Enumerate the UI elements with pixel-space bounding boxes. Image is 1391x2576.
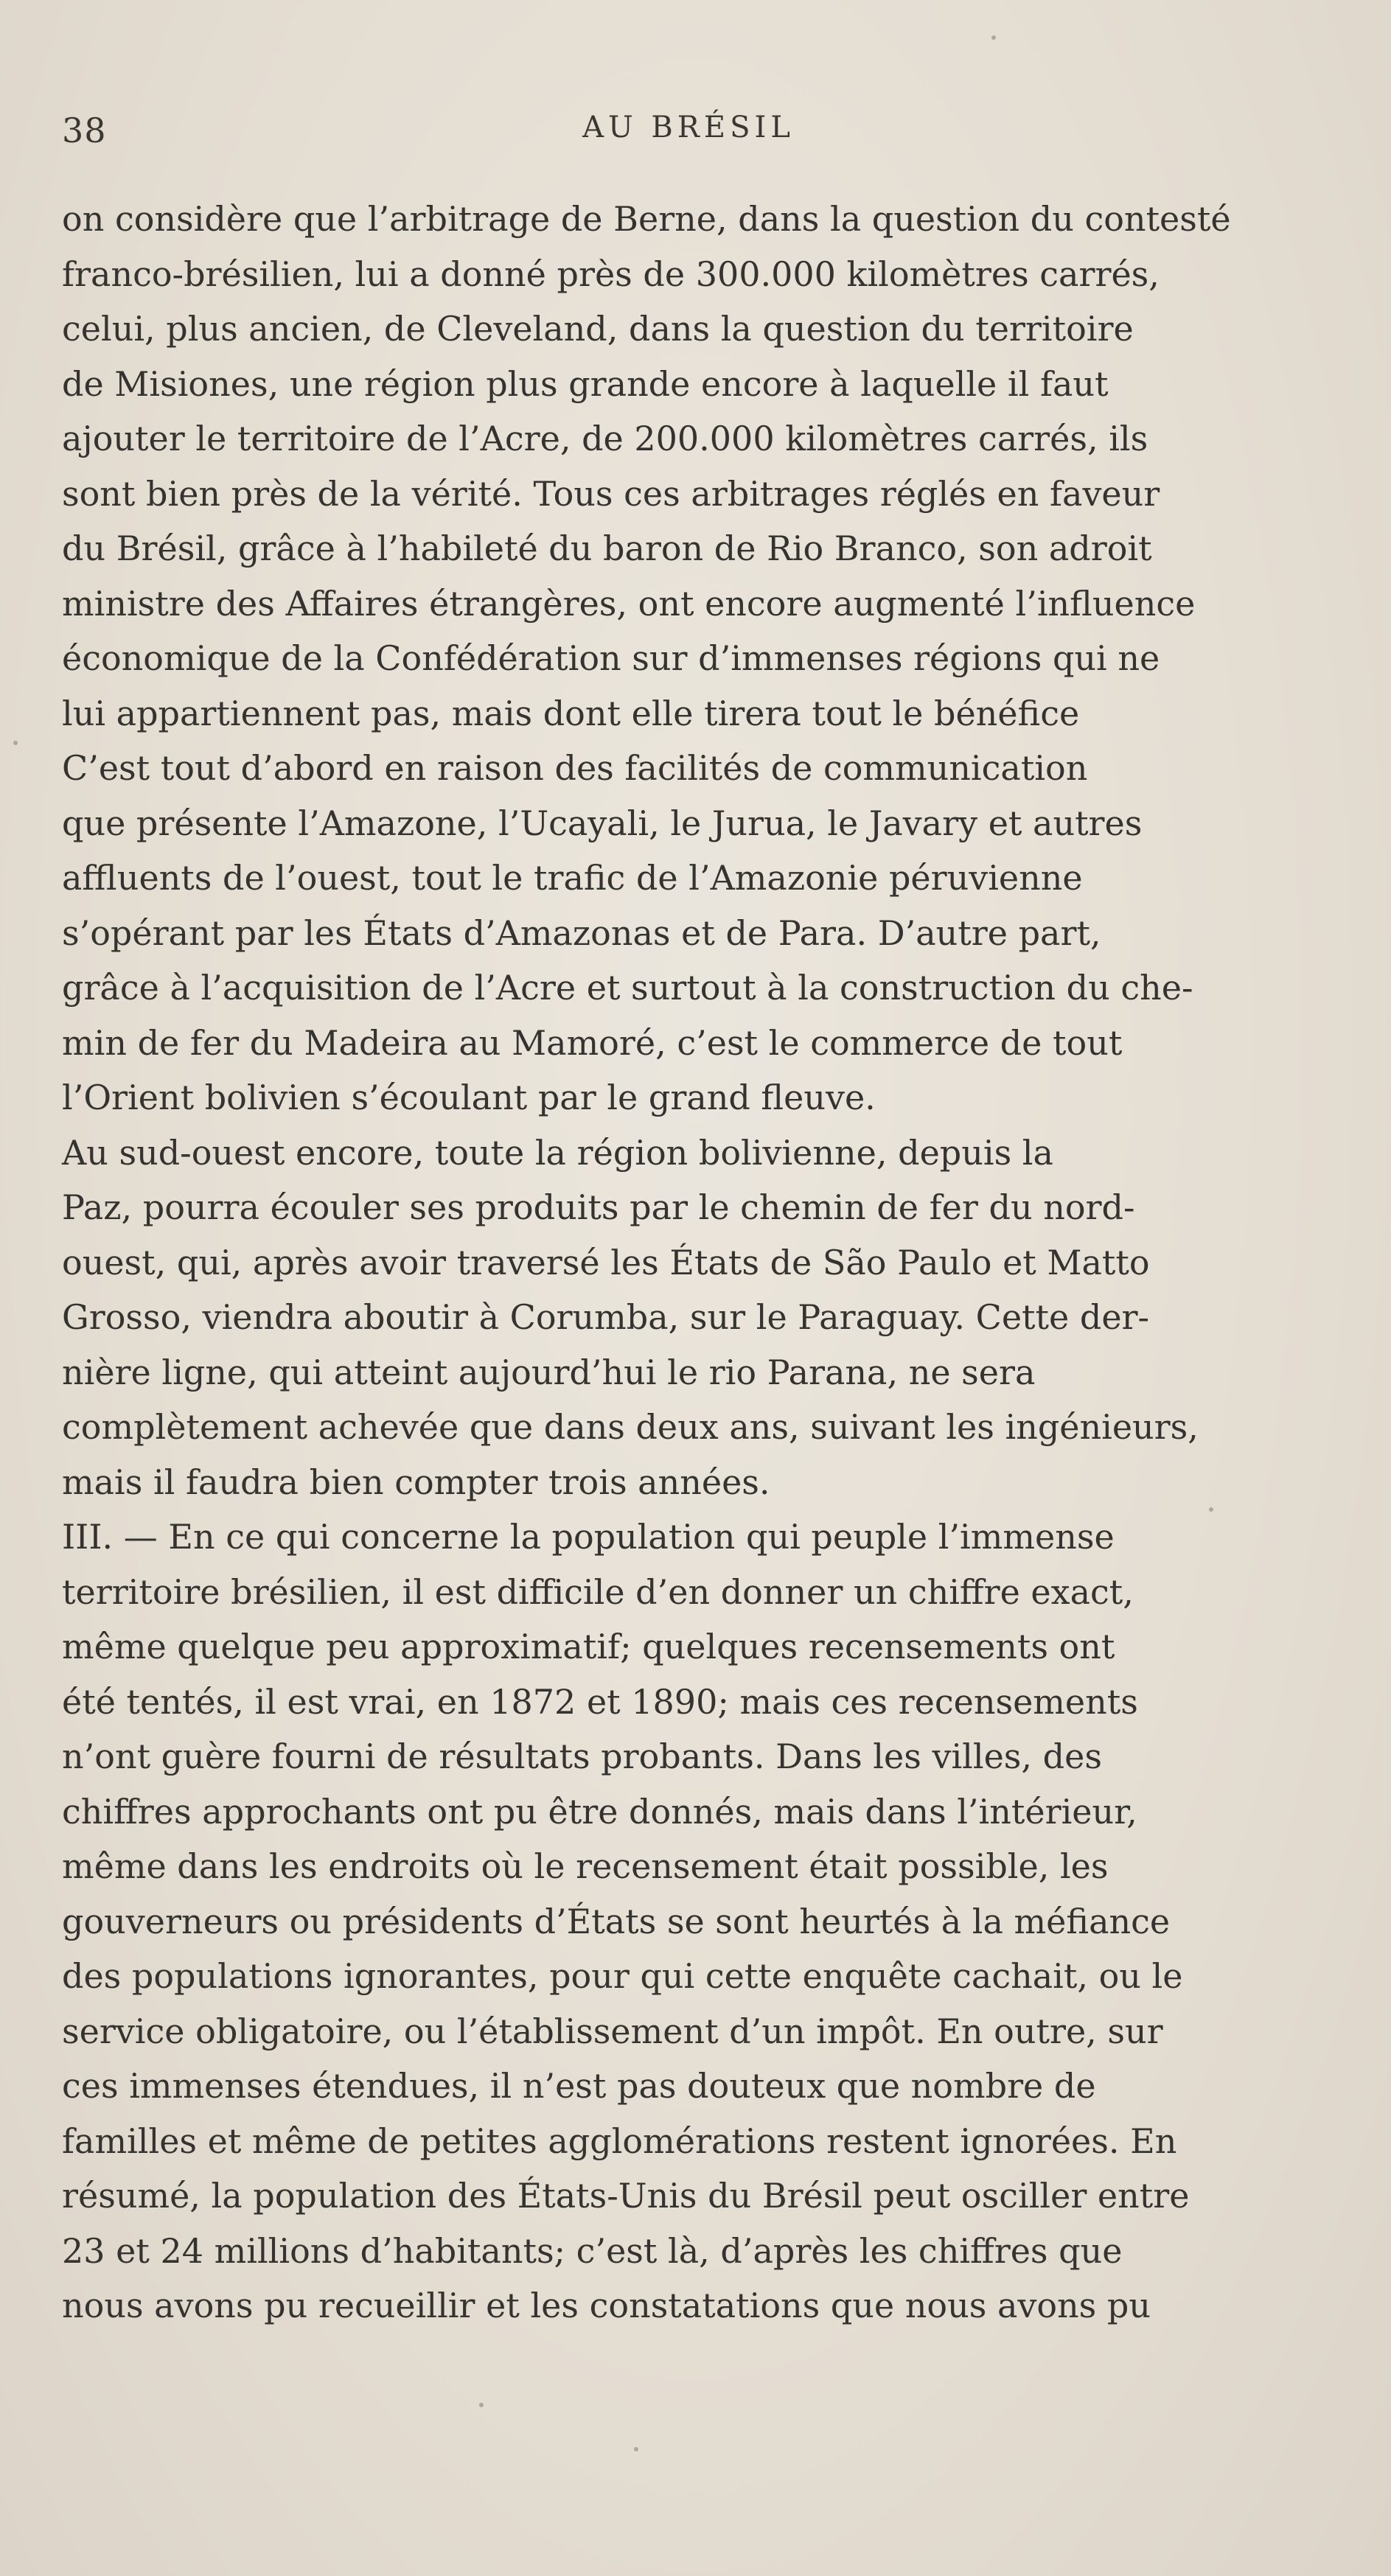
- paper-speck: [1209, 1507, 1213, 1512]
- paper-speck: [13, 741, 18, 745]
- page-header: [62, 111, 1315, 162]
- paper-speck: [991, 35, 996, 40]
- running-title: AU BRÉSIL: [582, 111, 795, 144]
- body-text: [62, 192, 1315, 2334]
- paper-speck: [479, 2403, 484, 2407]
- paragraph-2: C’est tout d’abord en raison des facilités de communication que présente l’Amazone, l’Ucayali, le Jurua, le Javary et autres affluents de l’ouest, tout le trafic de l’Amazonie péruvienne s’opérant par les États d’Amazonas et de Para. D’autre part, grâce à l’acquisition de l’Acre et surtout à la construction du che- min de fer du Madeira au Mamoré, c’est le commerce de tout l’Orient bolivien s’écoulant par le grand fleuve.: [62, 748, 1193, 1117]
- paragraph-1: on considère que l’arbitrage de Berne, dans la question du contesté franco-brésilien, lui a donné près de 300.000 kilomètres carrés, celui, plus ancien, de Cleveland, dans la question du territoire de Misiones, une région plus grande encore à laquelle il faut ajouter le territoire de l’Acre, de 200.000 kilomètres carrés, ils sont bien près de la vérité. Tous ces arbitrages réglés en faveur du Brésil, grâce à l’habileté du baron de Rio Branco, son adroit ministre des Affaires étrangères, ont encore augmenté l’influence économique de la Confédération sur d’immenses régions qui ne lui appartiennent pas, mais dont elle tirera tout le bénéfice: [62, 199, 1231, 733]
- paragraph-3: Au sud-ouest encore, toute la région bolivienne, depuis la Paz, pourra écouler ses produits par le chemin de fer du nord- ouest, qui, après avoir traversé les États de São Paulo et Matto Grosso, viendra aboutir à Corumba, sur le Paraguay. Cette der- nière ligne, qui atteint aujourd’hui le rio Parana, ne sera complètement achevée que dans deux ans, suivant les ingénieurs, mais il faudra bien compter trois années.: [62, 1132, 1199, 1502]
- page-number: 38: [62, 111, 107, 150]
- paper-speck: [634, 2447, 638, 2451]
- paragraph-4: III. — En ce qui concerne la population qui peuple l’immense territoire brésilien, il est difficile d’en donner un chiffre exact, même quelque peu approximatif; quelques recensements ont été tentés, il est vrai, en 1872 et 1890; mais ces recensements n’ont guère fourni de résultats probants. Dans les villes, des chiffres approchants ont pu être donnés, mais dans l’intérieur, même dans les endroits où le recensement était possible, les gouverneurs ou présidents d’États se sont heurtés à la méfiance des populations ignorantes, pour qui cette enquête cachait, ou le service obligatoire, ou l’établissement d’un impôt. En outre, sur ces immenses étendues, il n’est pas douteux que nombre de familles et même de petites agglomérations restent ignorées. En résumé, la population des États-Unis du Brésil peut osciller entre 23 et 24 millions d’habitants; c’est là, d’après les chiffres que nous avons pu recueillir et les constatations que nous avons pu: [62, 1517, 1190, 2325]
